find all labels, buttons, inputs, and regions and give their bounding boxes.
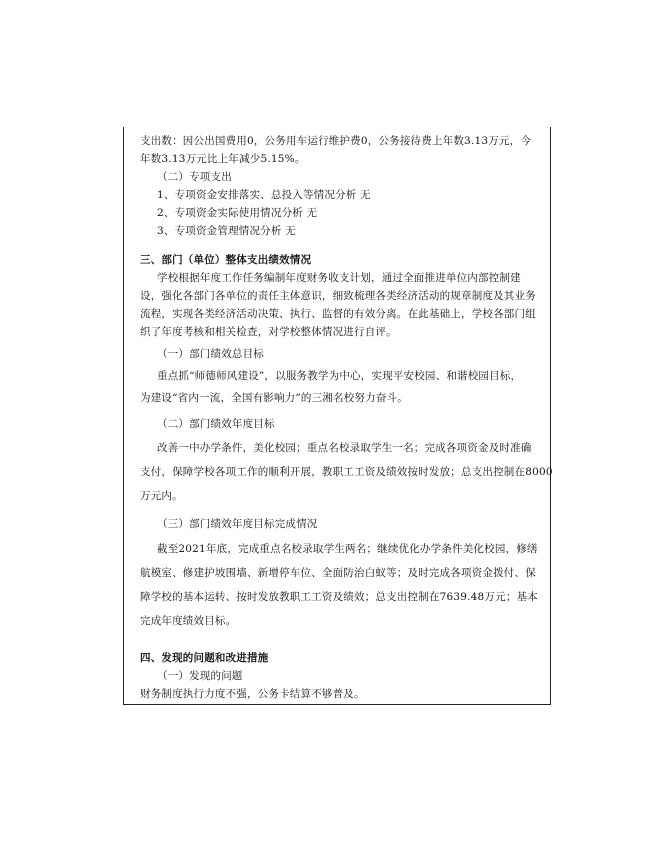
text-line: 3、专项资金管理情况分析 无	[157, 225, 296, 237]
text-line: 支出数：因公出国费用0，公务用车运行维护费0，公务接待费上年数3.13万元，今	[140, 135, 532, 147]
subsection-heading: （三）部门绩效年度目标完成情况	[157, 518, 318, 530]
text-line: 航模室、修建护坡围墙、新增停车位、全面防治白蚁等；及时完成各项资金拨付、保	[140, 567, 536, 579]
text-line: 障学校的基本运转、按时发放教职工工资及绩效；总支出控制在7639.48万元；基本	[140, 591, 538, 603]
subsection-heading: （二）专项支出	[157, 171, 232, 183]
text-line: 完成年度绩效目标。	[140, 615, 237, 627]
text-line: 2、专项资金实际使用情况分析 无	[157, 207, 318, 219]
subsection-heading: （二）部门绩效年度目标	[157, 418, 275, 430]
subsection-heading: （一）发现的问题	[157, 670, 243, 682]
text-line: 截至2021年底，完成重点名校录取学生两名；继续优化办学条件美化校园，修缮	[157, 543, 538, 555]
text-line: 设，强化各部门各单位的责任主体意识，细致梳理各类经济活动的规章制度及其业务	[140, 290, 536, 302]
table-cell-frame	[123, 127, 551, 705]
text-line: 学校根据年度工作任务编制年度财务收支计划，通过全面推进单位内部控制建	[157, 272, 521, 284]
text-line: 织了年度考核和相关检查，对学校整体情况进行自评。	[140, 326, 397, 338]
text-line: 为建设“省内一流，全国有影响力”的三湘名校努力奋斗。	[140, 392, 408, 404]
section-heading: 三、部门（单位）整体支出绩效情况	[140, 254, 312, 266]
text-line: 万元内。	[140, 490, 183, 502]
text-line: 年数3.13万元比上年减少5.15%。	[140, 153, 306, 165]
text-line: 流程，实现各类经济活动决策、执行、监督的有效分离。在此基础上，学校各部门组	[140, 308, 536, 320]
text-line: 财务制度执行力度不强，公务卡结算不够普及。	[140, 688, 365, 700]
text-line: 改善一中办学条件，美化校园；重点名校录取学生一名；完成各项资金及时准确	[157, 442, 532, 454]
text-line: 支付，保障学校各项工作的顺利开展，教职工工资及绩效按时发放；总支出控制在8000	[140, 466, 553, 478]
section-heading: 四、发现的问题和改进措施	[140, 652, 269, 664]
text-line: 重点抓“师德师风建设”，以服务教学为中心，实现平安校园、和谐校园目标，	[157, 370, 522, 382]
subsection-heading: （一）部门绩效总目标	[157, 348, 264, 360]
text-line: 1、专项资金安排落实、总投入等情况分析 无	[157, 189, 371, 201]
